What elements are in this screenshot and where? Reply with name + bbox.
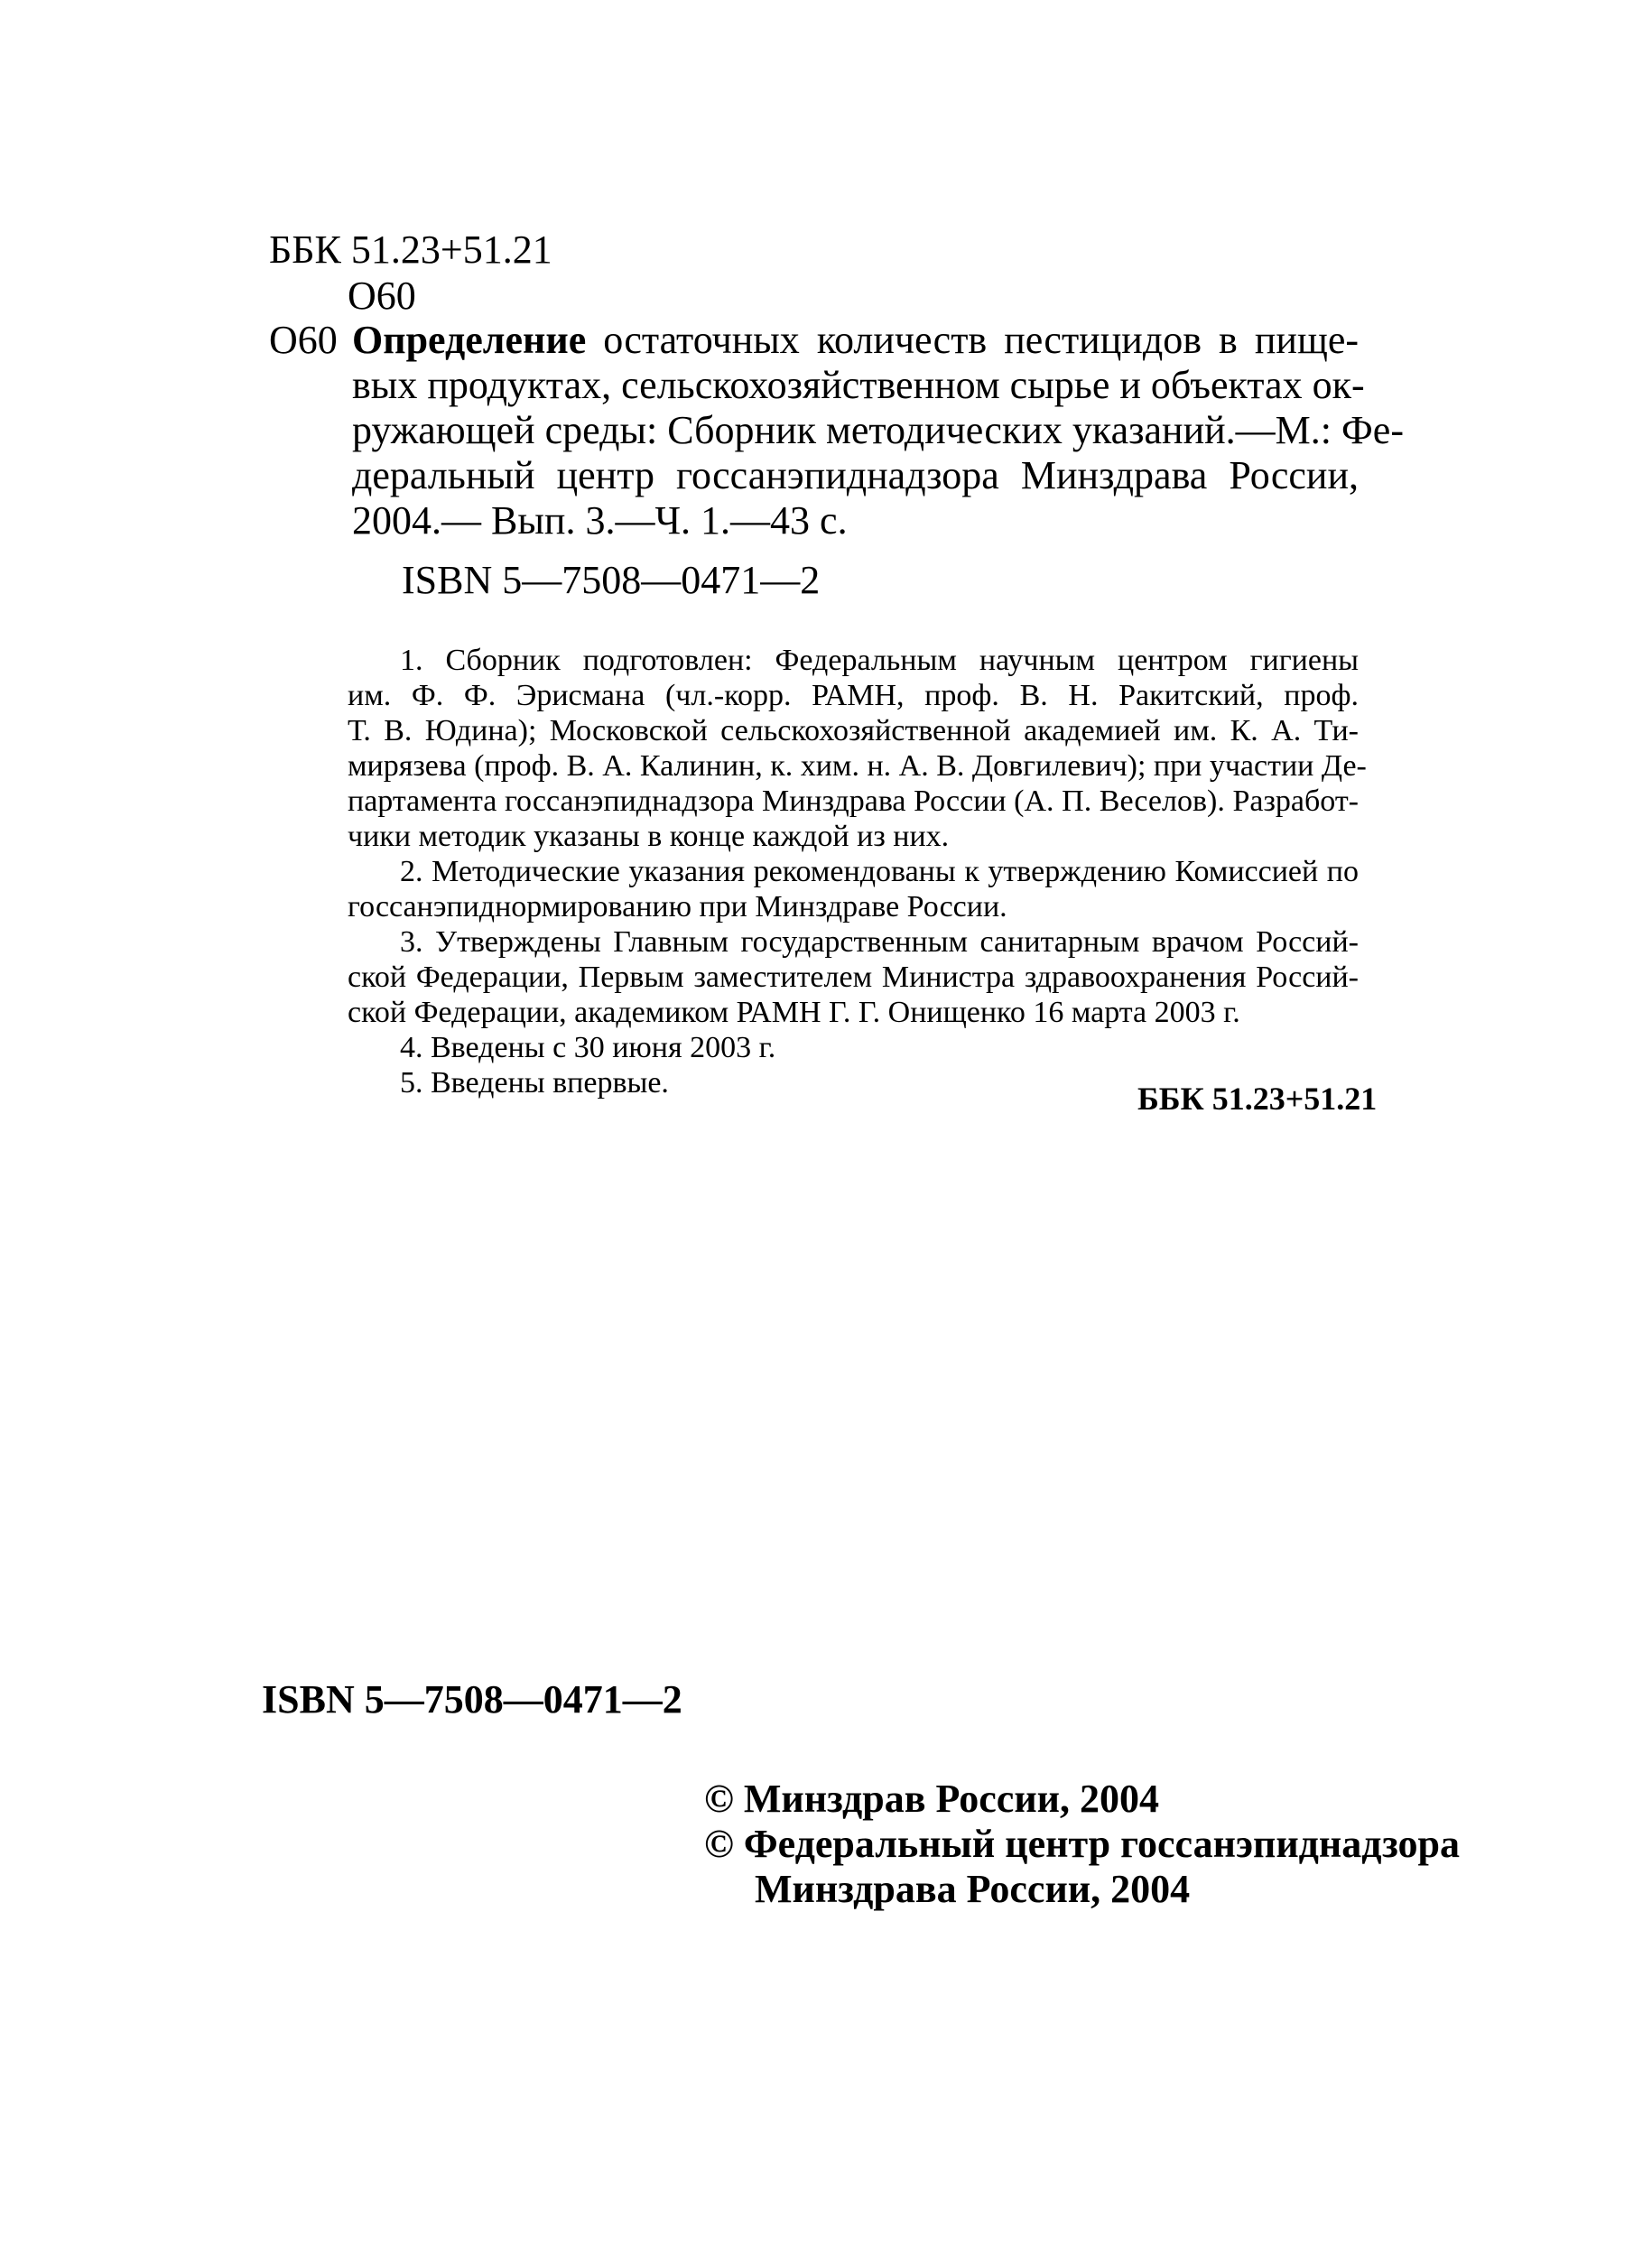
note-2-line-2: госсанэпиднормированию при Минздраве России. [348, 890, 1007, 923]
bbk-index-bottom: ББК 51.23+51.21 [1137, 1081, 1378, 1117]
bib-line-1-rest: остаточных количеств пестицидов в пище- [586, 318, 1359, 362]
note-3-line-1: 3. Утверждены Главным государственным санитарным врачом Россий- [400, 925, 1359, 959]
note-3-line-2: ской Федерации, Первым заместителем Министра здравоохранения Россий- [348, 961, 1359, 994]
note-3-line-3: ской Федерации, академиком РАМН Г. Г. Онищенко 16 марта 2003 г. [348, 996, 1240, 1029]
copyright-block [704, 1777, 1460, 1912]
note-1-line-6: чики методик указаны в конце каждой из них. [348, 820, 950, 853]
bibliographic-description [352, 318, 1404, 543]
bib-line-2: вых продуктах, сельскохозяйственном сырье и объектах ок- [352, 363, 1365, 407]
note-1-line-1: 1. Сборник подготовлен: Федеральным научным центром гигиены [400, 644, 1359, 677]
copyright-line-3: Минздрава России, 2004 [755, 1867, 1191, 1911]
copyright-line-1: © Минздрав России, 2004 [704, 1777, 1160, 1821]
note-1-line-3: Т. В. Юдина); Московской сельскохозяйственной академией им. К. А. Ти- [348, 714, 1359, 747]
title-bold: Определение [352, 318, 587, 362]
note-1-line-2: им. Ф. Ф. Эрисмана (чл.-корр. РАМН, проф. В. Н. Ракитский, проф. [348, 679, 1359, 712]
bib-line-1 [352, 318, 1359, 363]
bbk-index-top: ББК 51.23+51.21 [269, 227, 552, 272]
bib-line-4: деральный центр госсанэпиднадзора Минздрава России, [352, 453, 1359, 497]
isbn-bottom: ISBN 5—7508—0471—2 [262, 1677, 682, 1722]
bib-line-3: ружающей среды: Сборник методических указаний.—М.: Фе- [352, 408, 1404, 452]
author-code-left: О60 [269, 318, 338, 362]
isbn-main: ISBN 5—7508—0471—2 [402, 558, 821, 602]
note-1-line-4: мирязева (проф. В. А. Калинин, к. хим. н. А. В. Довгилевич); при участии Де- [348, 749, 1367, 783]
note-2-line-1: 2. Методические указания рекомендованы к утверждению Комиссией по [400, 855, 1359, 888]
author-code-top: О60 [348, 274, 416, 318]
copyright-line-2: © Федеральный центр госсанэпиднадзора [704, 1822, 1460, 1866]
note-5: 5. Введены впервые. [400, 1066, 669, 1100]
note-4: 4. Введены с 30 июня 2003 г. [400, 1031, 776, 1064]
bib-line-5: 2004.— Вып. 3.—Ч. 1.—43 с. [352, 498, 848, 543]
note-1-line-5: партамента госсанэпиднадзора Минздрава России (А. П. Веселов). Разработ- [348, 784, 1359, 818]
